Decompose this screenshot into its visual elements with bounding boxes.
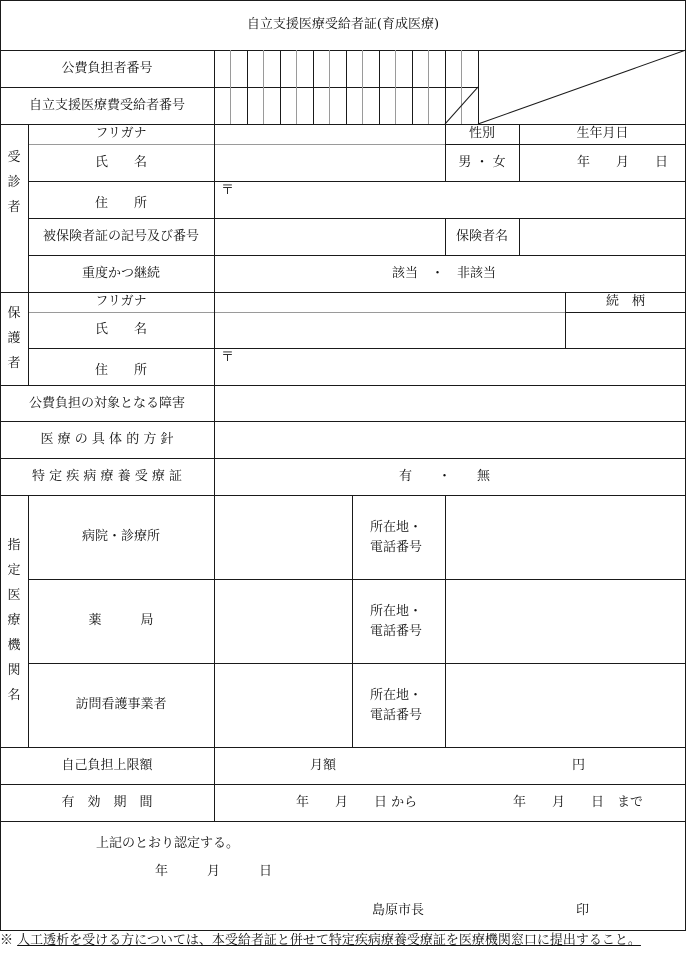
footnote	[0, 933, 686, 949]
rule	[0, 930, 686, 931]
rule	[28, 255, 686, 256]
form-title: 自立支援医療受給者証(育成医療)	[246, 17, 440, 32]
rule	[28, 218, 686, 219]
rule	[0, 0, 1, 931]
visiting-nurse-label: 訪問看護事業者	[75, 697, 167, 712]
seal-mark: 印	[576, 903, 590, 918]
rule	[445, 144, 686, 145]
rule	[0, 458, 686, 459]
guardian-section-label: 保護者	[7, 306, 21, 371]
hospital-label: 病院・診療所	[81, 529, 160, 544]
rule	[0, 385, 686, 386]
rule	[28, 144, 445, 145]
pharmacy-label: 薬 局	[88, 613, 154, 628]
insurer-name-label: 保険者名	[455, 229, 508, 244]
patient-address-label: 住 所	[94, 196, 147, 211]
footnote-mark: ※	[0, 933, 14, 948]
rule	[28, 312, 565, 313]
postal-mark: 〒	[221, 183, 235, 198]
rule	[28, 181, 686, 182]
birthdate-format: 年 月 日	[577, 155, 669, 170]
validity-from: 年 月 日 から	[296, 795, 418, 810]
guardian-name-label: 氏 名	[94, 322, 147, 337]
rule	[0, 421, 686, 422]
validity-to: 年 月 日 まで	[513, 795, 644, 810]
rule	[28, 663, 686, 664]
specific-disease-label: 特 定 疾 病 療 養 受 療 証	[31, 469, 183, 484]
rule	[352, 495, 353, 747]
rule	[565, 312, 686, 313]
public-burden-number-label: 公費負担者番号	[61, 61, 153, 76]
guardian-address-label: 住 所	[94, 363, 147, 378]
rule	[0, 747, 686, 748]
certification-date: 年 月 日	[155, 864, 273, 879]
rule	[519, 218, 520, 255]
treatment-policy-label: 医 療 の 具 体 的 方 針	[40, 432, 174, 447]
rule	[214, 50, 215, 821]
guardian-furigana-label: フリガナ	[95, 294, 147, 309]
copay-limit-label: 自己負担上限額	[61, 758, 153, 773]
yen-label: 円	[572, 758, 586, 773]
rule	[28, 348, 686, 349]
birthdate-label: 生年月日	[576, 126, 629, 141]
gender-options: 男 ・ 女	[458, 155, 506, 170]
severe-continuous-label: 重度かつ継続	[81, 266, 160, 281]
visiting-nurse-location-phone-label: 所在地・ 電話番号	[370, 688, 423, 723]
rule	[0, 292, 686, 293]
certification-statement: 上記のとおり認定する。	[96, 836, 240, 851]
rule	[0, 821, 686, 822]
rule	[28, 579, 686, 580]
issuer-name: 島原市長	[372, 903, 425, 918]
severe-continuous-options: 該当 ・ 非該当	[392, 266, 497, 281]
patient-section-label: 受診者	[7, 150, 21, 215]
recipient-number-label: 自立支援医療費受給者番号	[28, 98, 185, 113]
patient-furigana-label: フリガナ	[95, 126, 147, 141]
patient-name-label: 氏 名	[94, 155, 147, 170]
footnote-text: 人工透析を受ける方については、本受給者証と併せて特定疾病療養受療証を医療機関窓口に提出すること。	[17, 933, 641, 948]
rule	[0, 784, 686, 785]
specific-disease-options: 有 ・ 無	[399, 469, 491, 484]
rule	[445, 495, 446, 747]
rule	[0, 495, 686, 496]
relation-label: 続 柄	[605, 294, 645, 309]
monthly-label: 月額	[310, 758, 337, 773]
gender-label: 性別	[468, 126, 495, 141]
validity-period-label: 有 効 期 間	[61, 795, 153, 810]
hospital-location-phone-label: 所在地・ 電話番号	[370, 520, 423, 555]
pharmacy-location-phone-label: 所在地・ 電話番号	[370, 604, 423, 639]
institutions-section-label: 指定医療機関名	[7, 538, 21, 703]
target-disability-label: 公費負担の対象となる障害	[28, 396, 185, 411]
postal-mark: 〒	[221, 350, 235, 365]
insurance-card-label: 被保険者証の記号及び番号	[42, 229, 199, 244]
